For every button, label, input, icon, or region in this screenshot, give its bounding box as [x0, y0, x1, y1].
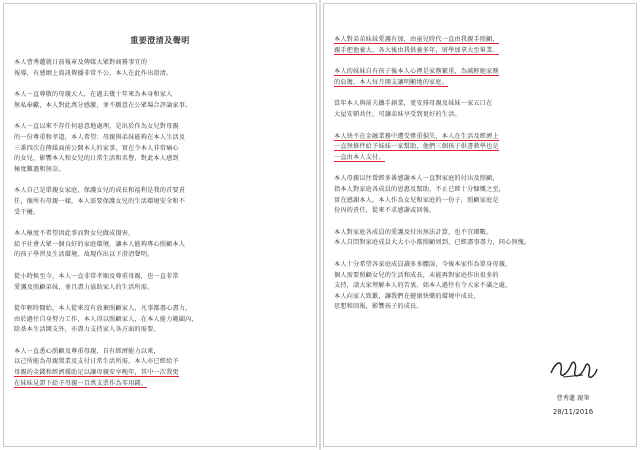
text-line: 一直無條件給予妹妹一家幫助，他們三個孩子供書教學也是 — [334, 143, 499, 151]
right-page — [323, 3, 637, 447]
text-line: 受干擾。 — [14, 208, 40, 216]
text-line: 指本人對家庭各成員的恩惠及幫助，不止已經十分慷慨之至， — [334, 185, 506, 193]
text-line: 大屋安頓共住，可讓弟妹享受到更好的生活。 — [334, 110, 461, 118]
text-line: 母親的金錢和經濟援助足以讓母親安享晚年，其中一次我更 — [14, 369, 179, 377]
text-line: 份內的責任，從來不求感謝或回報。 — [334, 207, 436, 215]
paragraph — [14, 122, 306, 175]
page-divider — [319, 0, 321, 450]
text-line: 一直由本人支付。 — [334, 153, 385, 161]
signature-date: 28/11/2016 — [552, 408, 594, 416]
paragraph — [334, 67, 626, 88]
text-line: 的負擔，本人每月開支讓明顯地的家庭。 — [334, 78, 449, 86]
signature-block — [528, 353, 618, 416]
text-line: 本人向家人致歉，讓我們在健康快樂的環境中成長， — [334, 292, 480, 300]
text-line: 從年輕時開始，本人從來沒有放棄照顧家人，凡事都盡心盡力， — [14, 305, 192, 313]
text-line: 無私奉獻，本人對此萬分感激，並不願意在公眾場合評論家事。 — [14, 101, 192, 109]
paragraph — [334, 174, 626, 216]
text-line: 在妹妹見證下給予母親一百萬支票作為零用錢。 — [14, 379, 148, 387]
text-line: 除基本生活開支外，亦盡力支持家人各方面的需要。 — [14, 326, 160, 334]
paragraph — [14, 272, 306, 293]
text-line: 本人快不在金融業務中遭受慘重損失，本人在生活及經濟上 — [334, 132, 499, 140]
text-line: 任，像所有母親一樣，本人需要保護女兒的生活環境安全和不 — [14, 197, 186, 205]
text-line: 三番四次在傳媒面前公開本人的家事，實在令本人非常痛心 — [14, 144, 179, 152]
paragraph — [14, 186, 306, 218]
text-line: 本人一直悉心照顧及尊重母親，自有經濟能力以來， — [14, 347, 160, 355]
text-line: 愛護及照顧弟妹，並且盡力協助家人的生活所需。 — [14, 283, 154, 291]
text-line: 本人極度不希望因此事而對女兒做成傷害， — [14, 230, 135, 238]
text-line: 報導，有感網上資訊傳播非常不公，本人在此作出澄清。 — [14, 69, 173, 77]
text-line: 親手把他養大，各大後由我供養多年，留學加拿大至畢業。 — [334, 46, 499, 54]
text-line: 的孩子學習及生活環境，故現作出以下澄清聲明。 — [14, 251, 154, 259]
paragraph — [14, 347, 306, 389]
document-title: 重要澄清及聲明 — [130, 36, 190, 45]
text-line: 由於過往自身努力工作，本人得以照顧家人，在本人能力範圍內， — [14, 315, 198, 323]
text-line: 本人對弟弟妹妹愛護有加，由童兒時代一直由我親手照顧， — [334, 36, 499, 43]
paragraph — [14, 90, 306, 111]
text-line: 給予社會大眾一個良好的家庭環境，讓本人能夠專心照顧本人 — [14, 240, 186, 248]
text-line: 本人自問對家庭成員大大小小都照顧周到，已經盡事盡力，同心無愧。 — [334, 239, 531, 247]
text-line: 本人母親以往曾經多番感謝本人一直對家庭的付出及照顧， — [334, 175, 499, 183]
text-line: 的女兒，影響本人和女兒的日常生活和名譽，對此本人感到 — [14, 155, 179, 163]
left-page — [3, 3, 317, 447]
paragraph — [334, 99, 626, 120]
text-line: 個人需要照顧女兒的生活和成長，未能再對家庭作出很多的 — [334, 271, 499, 279]
signatory-name: 曹秀蓮 親筆 — [556, 395, 590, 402]
paragraph — [14, 304, 306, 336]
paragraph — [14, 58, 306, 79]
paragraph — [14, 229, 306, 261]
text-line: 本人十分希望各家庭成員讀多多體諒，今後本家作為單身母親， — [334, 260, 512, 268]
text-line: 極度難過和無奈。 — [14, 165, 65, 173]
text-line: 的一份尊重和孝道，本人希望：母親與弟妹能夠在本人生活及 — [14, 133, 186, 141]
text-line: 以己所能為母親置業及支付日常生活所需，本人亦已經給予 — [14, 358, 179, 366]
text-line: 從小時候至今，本人一直非常孝順及尊重母親，也一直非常 — [14, 272, 179, 280]
paragraph — [334, 260, 626, 313]
right-page-body — [334, 35, 626, 313]
handwritten-signature — [543, 353, 603, 387]
text-line: 本人一直以來不存任何惡意地處理，是出於作為女兒對母親 — [14, 123, 179, 131]
text-line: 本人一直尊敬的母親大人，在過去幾十年來為本身和家人 — [14, 91, 173, 99]
text-line: 本人的妹妹自有孩子後本人心裡是家務繁重，為減輕她家務 — [334, 68, 499, 76]
text-line: 當年本人與前夫攜手創業，更安排母親及妹妹一家五口在 — [334, 100, 493, 108]
paragraph — [334, 228, 626, 249]
left-page-body — [14, 58, 306, 389]
text-line: 本人對家庭各成員的愛護及付出無法計算，也不宜細數。 — [334, 228, 493, 236]
text-line: 支持，請大家理解本人的苦衷。如本人過往有令大家不滿之處， — [334, 282, 512, 290]
text-line: 本人自己是單親女家庭，保護女兒的成長和福利是我的首要責 — [14, 187, 186, 195]
paragraph — [334, 132, 626, 164]
text-line: 本人曹秀蓮就日前報章及傳媒大眾對商務事宜的 — [14, 59, 148, 66]
text-line: 思想和回報，影響孩子的成長。 — [334, 303, 423, 311]
paragraph — [334, 35, 626, 56]
text-line: 實在感謝本人。本人作為女兒和家庭的一份子，照顧家庭是 — [334, 196, 499, 204]
